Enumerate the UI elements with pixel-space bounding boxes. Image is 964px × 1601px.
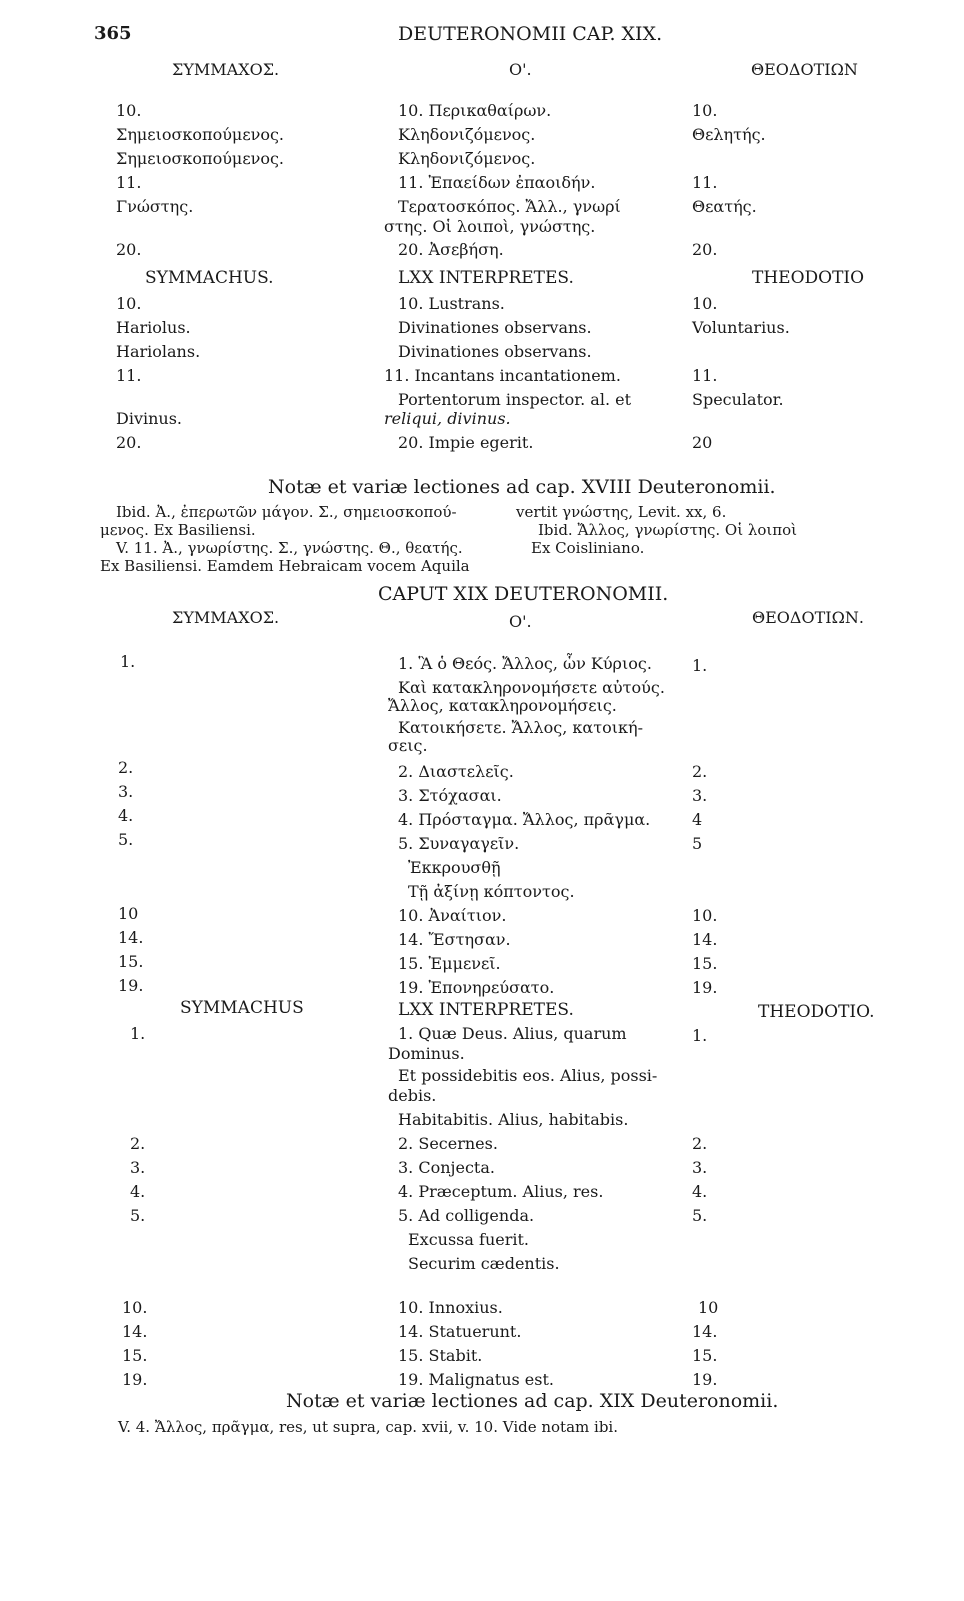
theodotion-entry: 14. bbox=[692, 930, 718, 949]
theodotion-entry: 3. bbox=[692, 786, 708, 805]
symmachus-entry: 20. bbox=[116, 240, 142, 259]
column-head-symmachus: SYMMACHUS bbox=[180, 998, 304, 1018]
theodotion-entry: Voluntarius. bbox=[692, 318, 790, 337]
symmachus-entry: 10. bbox=[122, 1298, 148, 1317]
lxx-entry: 14. Ἔστησαν. bbox=[398, 930, 511, 949]
page-number: 365 bbox=[94, 23, 132, 44]
lxx-entry: Et possidebitis eos. Alius, possi- bbox=[398, 1066, 658, 1085]
lxx-entry: Divinationes observans. bbox=[398, 318, 592, 337]
running-title: DEUTERONOMII CAP. XIX. bbox=[398, 23, 663, 45]
theodotion-entry: Θελητής. bbox=[692, 125, 766, 144]
lxx-entry: 5. Συναγαγεῖν. bbox=[398, 834, 520, 853]
lxx-entry: 15. Ἐμμενεῖ. bbox=[398, 954, 501, 973]
theodotion-entry: 20. bbox=[692, 240, 718, 259]
column-head-lxx: Ο'. bbox=[509, 60, 532, 79]
lxx-entry: Ἐκκρουσθῇ bbox=[408, 858, 501, 877]
note-line: Ibid. Ἄλλος, γνωρίστης. Οἱ λοιποὶ bbox=[538, 521, 798, 539]
theodotion-entry: 5. bbox=[692, 1206, 708, 1225]
symmachus-entry: 10 bbox=[118, 904, 139, 923]
lxx-entry: 15. Stabit. bbox=[398, 1346, 483, 1365]
symmachus-entry: Σημειοσκοπούμενος. bbox=[116, 125, 285, 144]
lxx-entry: Excussa fuerit. bbox=[408, 1230, 529, 1249]
lxx-entry: Divinationes observans. bbox=[398, 342, 592, 361]
lxx-entry: Habitabitis. Alius, habitabis. bbox=[398, 1110, 629, 1129]
symmachus-entry: 11. bbox=[116, 173, 142, 192]
symmachus-entry: 14. bbox=[118, 928, 144, 947]
note-line: V. 11. Ἀ., γνωρίστης. Σ., γνώστης. Θ., θεατής. bbox=[116, 539, 463, 557]
column-head-lxx: LXX INTERPRETES. bbox=[398, 1000, 574, 1020]
lxx-entry: debis. bbox=[388, 1086, 437, 1105]
theodotion-entry: 1. bbox=[692, 656, 708, 675]
symmachus-entry: 2. bbox=[118, 758, 134, 777]
lxx-entry: 19. Malignatus est. bbox=[398, 1370, 554, 1389]
lxx-entry: 11. Ἐπαείδων ἐπαοιδήν. bbox=[398, 173, 596, 192]
column-head-theodotion: THEODOTIO. bbox=[758, 1002, 875, 1022]
theodotion-entry: 10. bbox=[692, 906, 718, 925]
lxx-entry: 19. Ἐπονηρεύσατο. bbox=[398, 978, 555, 997]
theodotion-entry: 15. bbox=[692, 954, 718, 973]
lxx-entry: Κληδονιζόμενος. bbox=[398, 149, 536, 168]
symmachus-entry: 15. bbox=[122, 1346, 148, 1365]
symmachus-entry: 4. bbox=[130, 1182, 146, 1201]
lxx-entry: 11. Incantans incantationem. bbox=[384, 366, 621, 385]
lxx-entry: Καὶ κατακληρονομήσετε αὐτούς. bbox=[398, 678, 665, 697]
theodotion-entry: 4. bbox=[692, 1182, 708, 1201]
column-head-theodotion: ΘΕΟΔΟΤΙΩΝ. bbox=[752, 608, 864, 627]
theodotion-entry: 5 bbox=[692, 834, 703, 853]
lxx-entry: 20. Impie egerit. bbox=[398, 433, 534, 452]
symmachus-entry: 5. bbox=[118, 830, 134, 849]
symmachus-entry: 15. bbox=[118, 952, 144, 971]
lxx-entry: 4. Πρόσταγμα. Ἄλλος, πρᾶγμα. bbox=[398, 810, 651, 829]
theodotion-entry: 19. bbox=[692, 1370, 718, 1389]
theodotion-entry: Θεατής. bbox=[692, 197, 757, 216]
lxx-entry: Τερατοσκόπος. Ἄλλ., γνωρί bbox=[398, 197, 621, 216]
lxx-entry: 5. Ad colligenda. bbox=[398, 1206, 535, 1225]
symmachus-entry: 14. bbox=[122, 1322, 148, 1341]
note-line: Ibid. Ἀ., ἐπερωτῶν μάγον. Σ., σημειοσκοπού- bbox=[116, 503, 457, 521]
lxx-entry: Ἄλλος, κατακληρονομήσεις. bbox=[388, 696, 617, 715]
theodotion-entry: 14. bbox=[692, 1322, 718, 1341]
lxx-entry: σεις. bbox=[388, 736, 428, 755]
chapter-title: CAPUT XIX DEUTERONOMII. bbox=[378, 583, 669, 605]
symmachus-entry: Γνώστης. bbox=[116, 197, 194, 216]
symmachus-entry: 3. bbox=[130, 1158, 146, 1177]
symmachus-entry: 19. bbox=[118, 976, 144, 995]
note-line: Ex Basiliensi. Eamdem Hebraicam vocem Aquila bbox=[100, 557, 470, 575]
column-head-symmachus: ΣΥΜΜΑΧΟΣ. bbox=[172, 608, 280, 627]
note-line: V. 4. Ἄλλος, πρᾶγμα, res, ut supra, cap. xvii, v. 10. Vide notam ibi. bbox=[118, 1418, 618, 1436]
symmachus-entry: 19. bbox=[122, 1370, 148, 1389]
lxx-entry: 4. Præceptum. Alius, res. bbox=[398, 1182, 604, 1201]
theodotion-entry: Speculator. bbox=[692, 390, 784, 409]
theodotion-entry: 20 bbox=[692, 433, 713, 452]
symmachus-entry: Hariolus. bbox=[116, 318, 191, 337]
lxx-entry: 10. Περικαθαίρων. bbox=[398, 101, 552, 120]
note-line: vertit γνώστης, Levit. xx, 6. bbox=[516, 503, 727, 521]
lxx-entry: 3. Conjecta. bbox=[398, 1158, 495, 1177]
lxx-entry: reliqui, divinus. bbox=[384, 409, 511, 428]
lxx-entry: Κληδονιζόμενος. bbox=[398, 125, 536, 144]
lxx-entry: Portentorum inspector. al. et bbox=[398, 390, 632, 409]
symmachus-entry: Hariolans. bbox=[116, 342, 201, 361]
lxx-entry: 10. Ἀναίτιον. bbox=[398, 906, 507, 925]
symmachus-entry: 1. bbox=[130, 1024, 146, 1043]
lxx-entry: Securim cædentis. bbox=[408, 1254, 560, 1273]
theodotion-entry: 1. bbox=[692, 1026, 708, 1045]
lxx-entry: στης. Οἱ λοιποὶ, γνώστης. bbox=[384, 217, 596, 236]
theodotion-entry: 15. bbox=[692, 1346, 718, 1365]
lxx-entry: 14. Statuerunt. bbox=[398, 1322, 522, 1341]
symmachus-entry: Σημειοσκοπούμενος. bbox=[116, 149, 285, 168]
column-head-lxx: Ο'. bbox=[509, 612, 532, 631]
lxx-entry: Κατοικήσετε. Ἄλλος, κατοική- bbox=[398, 718, 643, 737]
theodotion-entry: 4 bbox=[692, 810, 703, 829]
symmachus-entry: 10. bbox=[116, 101, 142, 120]
column-head-theodotion: ΘΕΟΔΟΤΙΩΝ bbox=[751, 60, 858, 79]
lxx-entry: 2. Διαστελεῖς. bbox=[398, 762, 514, 781]
notes-title: Notæ et variæ lectiones ad cap. XVIII Deuteronomii. bbox=[268, 476, 776, 498]
theodotion-entry: 2. bbox=[692, 762, 708, 781]
lxx-entry: 3. Στόχασαι. bbox=[398, 786, 502, 805]
column-head-symmachus: SYMMACHUS. bbox=[145, 268, 274, 288]
theodotion-entry: 2. bbox=[692, 1134, 708, 1153]
lxx-entry: Dominus. bbox=[388, 1044, 465, 1063]
theodotion-entry: 10. bbox=[692, 101, 718, 120]
symmachus-entry: 20. bbox=[116, 433, 142, 452]
note-line: Ex Coisliniano. bbox=[531, 539, 645, 557]
column-head-symmachus: ΣΥΜΜΑΧΟΣ. bbox=[172, 60, 280, 79]
theodotion-entry: 11. bbox=[692, 366, 718, 385]
theodotion-entry: 3. bbox=[692, 1158, 708, 1177]
note-line: μενος. Ex Basiliensi. bbox=[100, 521, 256, 539]
symmachus-entry: 5. bbox=[130, 1206, 146, 1225]
lxx-entry: 20. Ἀσεβήση. bbox=[398, 240, 504, 259]
lxx-entry: 10. Innoxius. bbox=[398, 1298, 503, 1317]
symmachus-entry: 11. bbox=[116, 366, 142, 385]
symmachus-entry: 3. bbox=[118, 782, 134, 801]
symmachus-entry: 1. bbox=[120, 652, 136, 671]
column-head-theodotion: THEODOTIO bbox=[752, 268, 865, 288]
notes-title: Notæ et variæ lectiones ad cap. XIX Deuteronomii. bbox=[286, 1390, 779, 1412]
symmachus-entry: 4. bbox=[118, 806, 134, 825]
theodotion-entry: 11. bbox=[692, 173, 718, 192]
lxx-entry: 10. Lustrans. bbox=[398, 294, 505, 313]
lxx-entry: Τῇ ἀξίνῃ κόπτοντος. bbox=[408, 882, 575, 901]
theodotion-entry: 19. bbox=[692, 978, 718, 997]
lxx-entry: 1. Quæ Deus. Alius, quarum bbox=[398, 1024, 627, 1043]
lxx-entry: 2. Secernes. bbox=[398, 1134, 498, 1153]
symmachus-entry: 2. bbox=[130, 1134, 146, 1153]
symmachus-entry: 10. bbox=[116, 294, 142, 313]
theodotion-entry: 10 bbox=[698, 1298, 719, 1317]
lxx-entry: 1. Ἃ ὁ Θεός. Ἄλλος, ὧν Κύριος. bbox=[398, 654, 652, 673]
theodotion-entry: 10. bbox=[692, 294, 718, 313]
symmachus-entry: Divinus. bbox=[116, 409, 183, 428]
column-head-lxx: LXX INTERPRETES. bbox=[398, 268, 574, 288]
